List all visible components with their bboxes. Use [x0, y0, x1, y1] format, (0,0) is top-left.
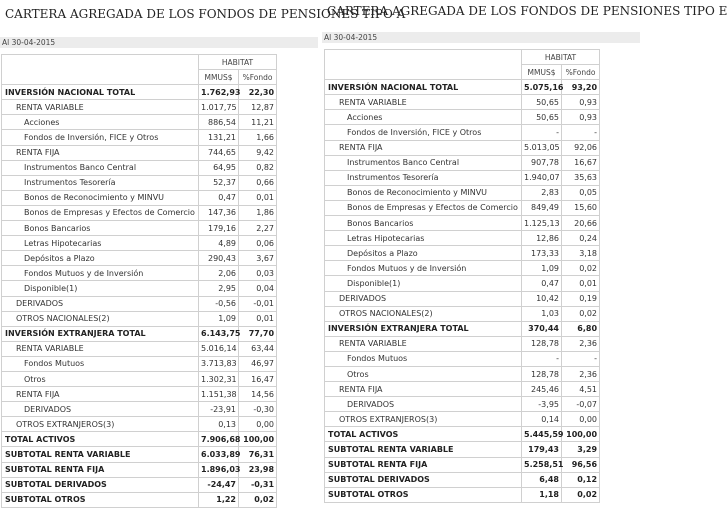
row-label: SUBTOTAL OTROS: [2, 492, 199, 507]
row-value-mmus: 290,43: [199, 251, 239, 266]
row-label: Letras Hipotecarias: [325, 231, 522, 246]
row-label: Bonos de Reconocimiento y MINVU: [325, 185, 522, 200]
table-row: [2, 492, 277, 507]
row-value-mmus: 370,44: [522, 321, 562, 336]
row-label: RENTA VARIABLE: [2, 341, 199, 356]
row-value-mmus: 1,18: [522, 487, 562, 502]
row-value-mmus: 128,78: [522, 336, 562, 351]
row-value-pct: 16,67: [562, 155, 600, 170]
portfolio-panel-tipo-e: [322, 0, 727, 503]
row-label: SUBTOTAL OTROS: [325, 487, 522, 502]
row-label: SUBTOTAL RENTA FIJA: [325, 457, 522, 472]
row-label: INVERSIÓN EXTRANJERA TOTAL: [2, 326, 199, 341]
row-label: OTROS NACIONALES(2): [325, 306, 522, 321]
row-value-mmus: 1.896,03: [199, 462, 239, 477]
row-label: Instrumentos Tesorería: [2, 175, 199, 190]
row-value-mmus: 10,42: [522, 291, 562, 306]
row-value-mmus: 1,03: [522, 306, 562, 321]
row-label: Bonos Bancarios: [325, 216, 522, 231]
row-value-pct: 15,60: [562, 200, 600, 215]
table-row: [325, 140, 600, 155]
row-label: OTROS NACIONALES(2): [2, 311, 199, 326]
row-value-pct: -0,01: [239, 296, 277, 311]
table-row: [325, 200, 600, 215]
row-value-mmus: 1.762,93: [199, 85, 239, 100]
row-value-pct: 0,06: [239, 236, 277, 251]
row-label: RENTA VARIABLE: [2, 100, 199, 115]
table-row: [2, 402, 277, 417]
table-row: [2, 236, 277, 251]
row-value-pct: 77,70: [239, 326, 277, 341]
table-row: [2, 296, 277, 311]
table-row: [2, 205, 277, 220]
row-value-pct: 0,01: [239, 190, 277, 205]
date-label: Al 30-04-2015: [0, 37, 318, 48]
row-label: SUBTOTAL RENTA VARIABLE: [325, 442, 522, 457]
table-row: [325, 231, 600, 246]
table-row: [2, 477, 277, 492]
row-value-pct: 3,29: [562, 442, 600, 457]
row-label: OTROS EXTRANJEROS(3): [325, 412, 522, 427]
row-value-pct: 2,36: [562, 336, 600, 351]
row-value-pct: 0,93: [562, 95, 600, 110]
row-value-mmus: 50,65: [522, 110, 562, 125]
row-label: Fondos Mutuos: [2, 356, 199, 371]
row-value-mmus: 3.713,83: [199, 356, 239, 371]
row-value-pct: -0,30: [239, 402, 277, 417]
table-row: [2, 462, 277, 477]
row-label: RENTA FIJA: [325, 382, 522, 397]
row-value-pct: 0,93: [562, 110, 600, 125]
table-row: [2, 190, 277, 205]
table-row: [2, 356, 277, 371]
table-row: [325, 276, 600, 291]
row-value-pct: 0,12: [562, 472, 600, 487]
table-row: [325, 246, 600, 261]
row-value-mmus: 886,54: [199, 115, 239, 130]
row-value-mmus: 50,65: [522, 95, 562, 110]
table-row: [2, 145, 277, 160]
row-label: DERIVADOS: [2, 402, 199, 417]
row-label: SUBTOTAL DERIVADOS: [325, 472, 522, 487]
table-row: [2, 251, 277, 266]
table-row: [2, 311, 277, 326]
row-value-mmus: 1,22: [199, 492, 239, 507]
table-row: [325, 472, 600, 487]
row-label: Depósitos a Plazo: [325, 246, 522, 261]
table-row: [2, 160, 277, 175]
table-row: [325, 155, 600, 170]
row-value-mmus: 0,47: [522, 276, 562, 291]
row-value-pct: 0,02: [562, 306, 600, 321]
table-row: [2, 130, 277, 145]
row-value-mmus: 147,36: [199, 205, 239, 220]
row-label: Fondos de Inversión, FICE y Otros: [2, 130, 199, 145]
row-label: Fondos Mutuos y de Inversión: [325, 261, 522, 276]
table-row: [325, 291, 600, 306]
row-value-mmus: 173,33: [522, 246, 562, 261]
row-value-mmus: 128,78: [522, 366, 562, 381]
row-value-mmus: 179,43: [522, 442, 562, 457]
row-value-mmus: 1,09: [199, 311, 239, 326]
table-row: [325, 351, 600, 366]
row-value-mmus: 7.906,68: [199, 432, 239, 447]
row-value-pct: -0,31: [239, 477, 277, 492]
row-value-pct: 0,03: [239, 266, 277, 281]
row-label: DERIVADOS: [2, 296, 199, 311]
date-label: Al 30-04-2015: [322, 32, 640, 43]
row-value-pct: 0,04: [239, 281, 277, 296]
row-value-pct: 11,21: [239, 115, 277, 130]
row-label: INVERSIÓN NACIONAL TOTAL: [2, 85, 199, 100]
row-value-pct: 0,02: [562, 487, 600, 502]
row-value-pct: 0,66: [239, 175, 277, 190]
column-header-pct-fondo: %Fondo: [239, 70, 277, 85]
row-value-pct: -: [562, 351, 600, 366]
row-value-pct: 0,19: [562, 291, 600, 306]
row-label: Letras Hipotecarias: [2, 236, 199, 251]
table-row: [325, 125, 600, 140]
row-label: INVERSIÓN NACIONAL TOTAL: [325, 80, 522, 95]
row-label: Fondos Mutuos y de Inversión: [2, 266, 199, 281]
row-value-pct: 96,56: [562, 457, 600, 472]
table-row: [2, 326, 277, 341]
row-value-pct: 0,01: [562, 276, 600, 291]
row-value-mmus: 52,37: [199, 175, 239, 190]
table-row: [2, 100, 277, 115]
table-row: [325, 427, 600, 442]
row-label: Depósitos a Plazo: [2, 251, 199, 266]
row-value-mmus: 5.016,14: [199, 341, 239, 356]
row-value-pct: 0,24: [562, 231, 600, 246]
row-value-mmus: 1,09: [522, 261, 562, 276]
row-value-mmus: -: [522, 125, 562, 140]
row-value-mmus: 0,13: [199, 417, 239, 432]
row-value-pct: 1,66: [239, 130, 277, 145]
row-label: SUBTOTAL RENTA VARIABLE: [2, 447, 199, 462]
row-value-mmus: -3,95: [522, 397, 562, 412]
row-label: Otros: [325, 366, 522, 381]
row-value-pct: 2,27: [239, 221, 277, 236]
row-value-pct: 3,67: [239, 251, 277, 266]
row-label: RENTA FIJA: [325, 140, 522, 155]
panel-title: CARTERA AGREGADA DE LOS FONDOS DE PENSIONES TIPO E: [327, 4, 727, 18]
row-value-pct: 3,18: [562, 246, 600, 261]
table-row: [2, 281, 277, 296]
column-header-mmus: MMUS$: [199, 70, 239, 85]
row-label: OTROS EXTRANJEROS(3): [2, 417, 199, 432]
row-value-mmus: 179,16: [199, 221, 239, 236]
row-value-mmus: 131,21: [199, 130, 239, 145]
row-label: Fondos de Inversión, FICE y Otros: [325, 125, 522, 140]
table-row: [325, 185, 600, 200]
table-row: [2, 221, 277, 236]
table-row: [2, 341, 277, 356]
table-row: [325, 382, 600, 397]
header-blank: [325, 50, 522, 80]
table-row: [2, 266, 277, 281]
row-value-mmus: 907,78: [522, 155, 562, 170]
table-row: [325, 457, 600, 472]
row-value-pct: 23,98: [239, 462, 277, 477]
row-value-mmus: 64,95: [199, 160, 239, 175]
row-value-mmus: 5.075,16: [522, 80, 562, 95]
row-value-pct: 16,47: [239, 371, 277, 386]
column-header-pct-fondo: %Fondo: [562, 65, 600, 80]
row-value-mmus: 2,06: [199, 266, 239, 281]
row-value-pct: 35,63: [562, 170, 600, 185]
row-value-mmus: 12,86: [522, 231, 562, 246]
row-value-mmus: 6.033,89: [199, 447, 239, 462]
row-value-mmus: 849,49: [522, 200, 562, 215]
row-value-mmus: 0,47: [199, 190, 239, 205]
row-value-pct: 9,42: [239, 145, 277, 160]
portfolio-table: [1, 54, 277, 508]
row-value-pct: 100,00: [562, 427, 600, 442]
table-row: [325, 412, 600, 427]
row-label: RENTA FIJA: [2, 387, 199, 402]
row-label: INVERSIÓN EXTRANJERA TOTAL: [325, 321, 522, 336]
row-value-mmus: 6.143,75: [199, 326, 239, 341]
header-blank: [2, 55, 199, 85]
row-value-mmus: 5.258,51: [522, 457, 562, 472]
fund-header: HABITAT: [199, 55, 277, 70]
row-value-mmus: 245,46: [522, 382, 562, 397]
row-value-pct: 0,02: [562, 261, 600, 276]
table-row: [325, 336, 600, 351]
row-value-pct: 6,80: [562, 321, 600, 336]
row-label: Instrumentos Tesorería: [325, 170, 522, 185]
table-row: [325, 261, 600, 276]
row-label: DERIVADOS: [325, 291, 522, 306]
row-label: RENTA VARIABLE: [325, 336, 522, 351]
table-row: [2, 387, 277, 402]
table-row: [325, 366, 600, 381]
row-value-pct: 12,87: [239, 100, 277, 115]
row-label: Fondos Mutuos: [325, 351, 522, 366]
row-value-mmus: -23,91: [199, 402, 239, 417]
panel-title: CARTERA AGREGADA DE LOS FONDOS DE PENSIONES TIPO A: [5, 7, 406, 21]
row-value-pct: 0,02: [239, 492, 277, 507]
row-value-mmus: -: [522, 351, 562, 366]
row-value-mmus: 2,95: [199, 281, 239, 296]
row-value-mmus: 1.302,31: [199, 371, 239, 386]
row-value-pct: 63,44: [239, 341, 277, 356]
row-value-mmus: 0,14: [522, 412, 562, 427]
row-label: Instrumentos Banco Central: [2, 160, 199, 175]
row-value-mmus: 2,83: [522, 185, 562, 200]
row-label: Disponible(1): [2, 281, 199, 296]
portfolio-table: [324, 49, 600, 503]
table-row: [325, 397, 600, 412]
table-row: [325, 321, 600, 336]
row-label: Bonos de Empresas y Efectos de Comercio: [2, 205, 199, 220]
row-value-mmus: -0,56: [199, 296, 239, 311]
row-value-pct: 0,82: [239, 160, 277, 175]
table-row: [2, 371, 277, 386]
table-row: [2, 417, 277, 432]
row-label: Bonos Bancarios: [2, 221, 199, 236]
table-row: [325, 95, 600, 110]
row-value-pct: 46,97: [239, 356, 277, 371]
row-value-mmus: 1.151,38: [199, 387, 239, 402]
row-label: RENTA VARIABLE: [325, 95, 522, 110]
row-value-mmus: 4,89: [199, 236, 239, 251]
row-value-pct: 4,51: [562, 382, 600, 397]
row-label: RENTA FIJA: [2, 145, 199, 160]
row-value-pct: 2,36: [562, 366, 600, 381]
row-label: TOTAL ACTIVOS: [2, 432, 199, 447]
row-label: Disponible(1): [325, 276, 522, 291]
table-row: [2, 85, 277, 100]
row-value-mmus: 1.125,13: [522, 216, 562, 231]
table-row: [2, 447, 277, 462]
row-label: DERIVADOS: [325, 397, 522, 412]
row-value-pct: 0,00: [239, 417, 277, 432]
column-header-mmus: MMUS$: [522, 65, 562, 80]
fund-header: HABITAT: [522, 50, 600, 65]
table-row: [325, 306, 600, 321]
row-value-pct: 1,86: [239, 205, 277, 220]
row-value-pct: -0,07: [562, 397, 600, 412]
table-row: [2, 432, 277, 447]
row-label: Bonos de Empresas y Efectos de Comercio: [325, 200, 522, 215]
row-value-pct: 100,00: [239, 432, 277, 447]
row-label: Instrumentos Banco Central: [325, 155, 522, 170]
row-label: Acciones: [2, 115, 199, 130]
table-row: [2, 115, 277, 130]
row-label: Acciones: [325, 110, 522, 125]
row-value-pct: 0,01: [239, 311, 277, 326]
row-label: Otros: [2, 371, 199, 386]
table-row: [2, 175, 277, 190]
row-label: SUBTOTAL RENTA FIJA: [2, 462, 199, 477]
row-value-pct: -: [562, 125, 600, 140]
row-value-mmus: 6,48: [522, 472, 562, 487]
row-value-mmus: 1.940,07: [522, 170, 562, 185]
row-value-mmus: 1.017,75: [199, 100, 239, 115]
row-value-pct: 20,66: [562, 216, 600, 231]
table-row: [325, 80, 600, 95]
table-row: [325, 110, 600, 125]
row-value-mmus: 5.445,59: [522, 427, 562, 442]
row-value-pct: 92,06: [562, 140, 600, 155]
row-value-pct: 22,30: [239, 85, 277, 100]
row-value-pct: 0,05: [562, 185, 600, 200]
row-value-pct: 76,31: [239, 447, 277, 462]
row-value-mmus: -24,47: [199, 477, 239, 492]
row-value-pct: 14,56: [239, 387, 277, 402]
row-value-mmus: 5.013,05: [522, 140, 562, 155]
table-row: [325, 170, 600, 185]
table-row: [325, 487, 600, 502]
row-value-pct: 93,20: [562, 80, 600, 95]
row-label: Bonos de Reconocimiento y MINVU: [2, 190, 199, 205]
row-value-mmus: 744,65: [199, 145, 239, 160]
row-label: SUBTOTAL DERIVADOS: [2, 477, 199, 492]
row-label: TOTAL ACTIVOS: [325, 427, 522, 442]
row-value-pct: 0,00: [562, 412, 600, 427]
table-row: [325, 442, 600, 457]
table-row: [325, 216, 600, 231]
